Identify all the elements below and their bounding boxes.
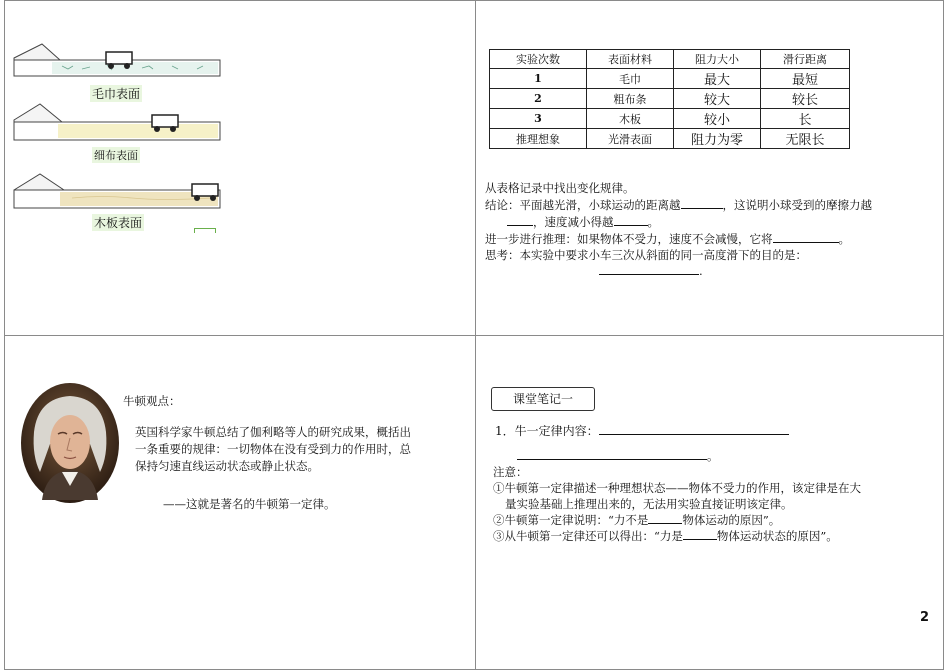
table-cell: 毛巾 bbox=[587, 69, 674, 89]
cloth-ramp-illustration bbox=[12, 102, 224, 146]
table-row bbox=[490, 69, 850, 89]
horizontal-divider bbox=[4, 335, 944, 336]
table-cell: 较大 bbox=[674, 89, 761, 109]
table-cell: 2 bbox=[490, 89, 587, 109]
table-header-cell: 表面材料 bbox=[587, 50, 674, 69]
fill-blank[interactable] bbox=[517, 448, 707, 460]
fill-blank[interactable] bbox=[507, 214, 533, 226]
analysis-line-4: 进一步进行推理：如果物体不受力，速度不会减慢，它将 。 bbox=[485, 232, 850, 246]
table-cell: 推理想象 bbox=[490, 129, 587, 149]
newton-paragraph-1: 英国科学家牛顿总结了伽利略等人的研究成果，概括出 bbox=[135, 425, 411, 439]
table-cell: 最大 bbox=[674, 69, 761, 89]
board-ramp-illustration bbox=[12, 172, 224, 214]
cloth-surface-label: 细布表面 bbox=[94, 149, 138, 162]
table-cell: 无限长 bbox=[761, 129, 850, 149]
table-cell: 长 bbox=[761, 109, 850, 129]
table-cell: 最短 bbox=[761, 69, 850, 89]
small-green-mark bbox=[194, 228, 216, 233]
attention-label: 注意： bbox=[493, 465, 528, 479]
newton-title: 牛顿观点： bbox=[123, 394, 181, 408]
table-row bbox=[490, 129, 850, 149]
newton-paragraph-2: 一条重要的规律：一切物体在没有受到力的作用时，总 bbox=[135, 442, 411, 456]
table-header-cell: 阻力大小 bbox=[674, 50, 761, 69]
newton-paragraph-3: 保持匀速直线运动状态或静止状态。 bbox=[135, 459, 319, 473]
experiment-table bbox=[489, 49, 850, 149]
table-header-cell: 滑行距离 bbox=[761, 50, 850, 69]
note-item-1: 1．牛一定律内容： bbox=[495, 423, 789, 440]
analysis-line-6: . bbox=[599, 263, 703, 280]
table-cell: 光滑表面 bbox=[587, 129, 674, 149]
note-point-2: ②牛顿第一定律说明：“力不是 物体运动的原因”。 bbox=[493, 513, 781, 527]
table-cell: 木板 bbox=[587, 109, 674, 129]
analysis-line-3: ，速度减小得越 。 bbox=[485, 214, 659, 231]
table-cell: 3 bbox=[490, 109, 587, 129]
newton-portrait bbox=[20, 382, 120, 504]
table-cell: 1 bbox=[490, 69, 587, 89]
fill-blank[interactable] bbox=[648, 512, 682, 524]
fill-blank[interactable] bbox=[614, 214, 648, 226]
note-item-1-continued: 。 bbox=[517, 448, 719, 465]
board-surface-label: 木板表面 bbox=[94, 216, 143, 230]
newton-conclusion: ——这就是著名的牛顿第一定律。 bbox=[163, 497, 336, 511]
class-notes-box: 课堂笔记一 bbox=[491, 387, 595, 411]
table-header-row bbox=[490, 50, 850, 69]
analysis-line-1: 从表格记录中找出变化规律。 bbox=[485, 181, 635, 195]
note-point-1a: ①牛顿第一定律描述一种理想状态——物体不受力的作用，该定律是在大 bbox=[493, 481, 861, 495]
table-cell: 阻力为零 bbox=[674, 129, 761, 149]
table-cell: 粗布条 bbox=[587, 89, 674, 109]
note-point-1b: 量实验基础上推理出来的，无法用实验直接证明该定律。 bbox=[505, 497, 793, 511]
table-header-cell: 实验次数 bbox=[490, 50, 587, 69]
fill-blank[interactable] bbox=[599, 263, 699, 275]
towel-ramp-illustration bbox=[12, 42, 224, 84]
analysis-line-5: 思考：本实验中要求小车三次从斜面的同一高度滑下的目的是： bbox=[485, 248, 807, 262]
fill-blank[interactable] bbox=[681, 197, 723, 209]
analysis-line-2: 结论：平面越光滑，小球运动的距离越 ，这说明小球受到的摩擦力越 bbox=[485, 198, 872, 212]
fill-blank[interactable] bbox=[599, 423, 789, 435]
towel-surface-label: 毛巾表面 bbox=[92, 87, 141, 101]
table-cell: 较小 bbox=[674, 109, 761, 129]
fill-blank[interactable] bbox=[773, 231, 839, 243]
note-point-3: ③从牛顿第一定律还可以得出：“力是 物体运动状态的原因”。 bbox=[493, 529, 838, 543]
table-row bbox=[490, 109, 850, 129]
table-row bbox=[490, 89, 850, 109]
page-number: 2 bbox=[920, 610, 930, 625]
table-cell: 较长 bbox=[761, 89, 850, 109]
fill-blank[interactable] bbox=[683, 528, 717, 540]
